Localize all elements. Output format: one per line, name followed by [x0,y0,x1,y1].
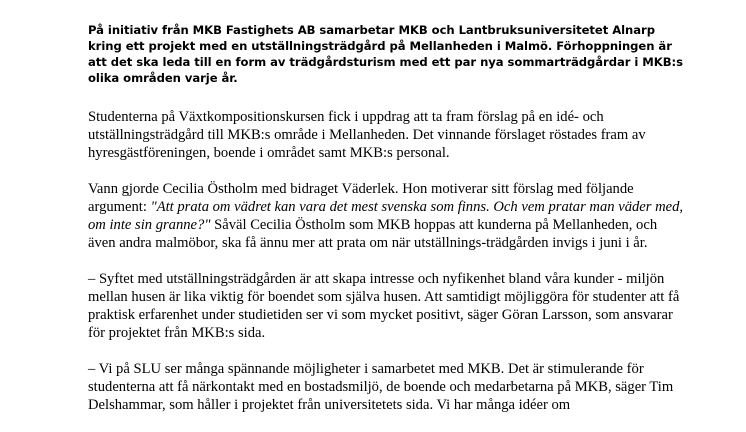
paragraph-2-start: Vann gjorde Cecilia Östholm med bidraget Väderlek. Hon motiverar sitt förslag med följande argument: [88,181,634,215]
paragraph-2-end: Såväl Cecilia Östholm som MKB hoppas att kunderna på Mellanheden, och även andra malmöbor, ska få ännu mer att prata om när utställnings-trädgården invigs i juni i år. [88,217,658,251]
lead-paragraph: På initiativ från MKB Fastighets AB samarbetar MKB och Lantbruksuniversitetet Alnarp kring ett projekt med en utställningsträdgård på Mellanheden i Malmö. Förhoppningen är att det ska leda till en form av trädgårdsturism med ett par nya sommarträdgårdar i MKB:s olika områden varje år. [88,23,683,85]
document-page [88,22,688,432]
body-paragraph-1: Studenterna på Växtkompositionskursen fick i uppdrag att ta fram förslag på en idé- och utställningsträdgård till MKB:s område i Mellanheden. Det vinnande förslaget röstades fram av hyresgästföreningen, boende i området samt MKB:s personal. [88,109,646,161]
body-paragraph-3: – Syftet med utställningsträdgården är att skapa intresse och nyfikenhet bland våra kunder - miljön mellan husen är lika viktig för boendet som själva husen. Att samtidigt möjliggöra för studenter att få praktisk erfarenhet under studietiden ser vi som mycket positivt, säger Göran Larsson, som ansvarar för projektet från MKB:s sida. [88,271,680,341]
paragraph-2-quote: "Att prata om vädret kan vara det mest svenska som finns. Och vem pratar man väder med, om inte sin granne?" [88,199,684,233]
body-paragraph-4: – Vi på SLU ser många spännande möjligheter i samarbetet med MKB. Det är stimulerande för studenterna att få närkontakt med en bostadsmiljö, de boende och medarbetarna på MKB, säger Tim Delshammar, som håller i projektet från universitetets sida. Vi har många idéer om [88,361,674,413]
body-paragraph-2 [88,180,688,252]
